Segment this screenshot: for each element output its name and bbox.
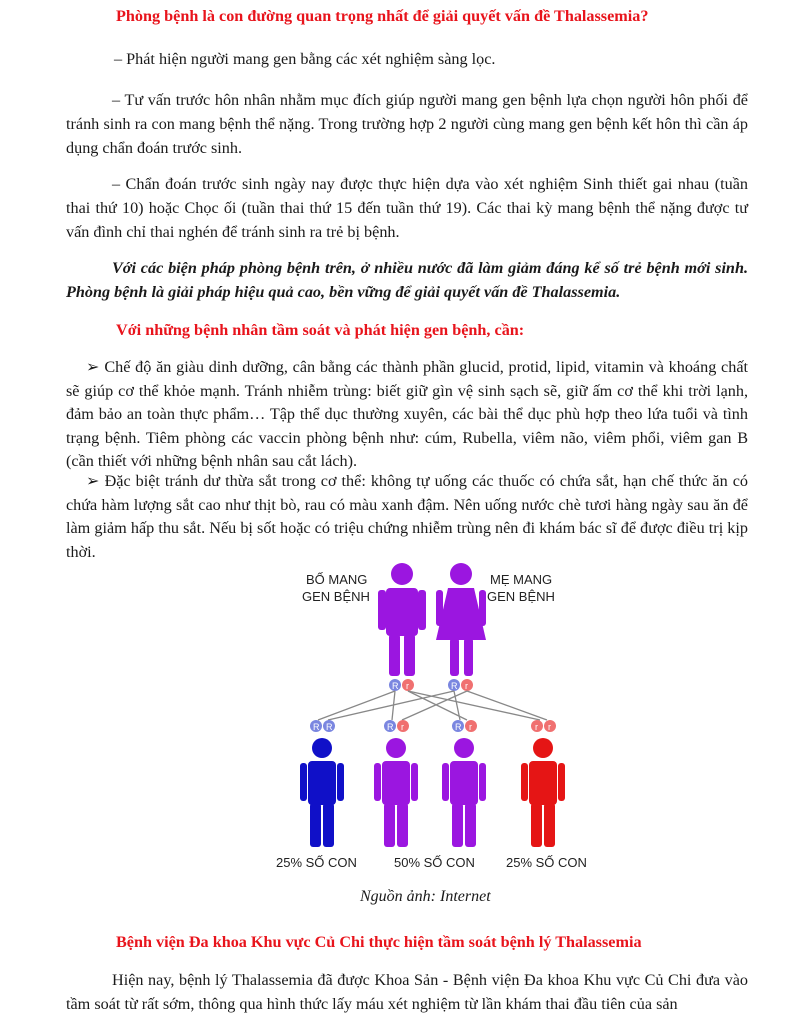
svg-text:R: R	[392, 681, 399, 691]
svg-text:R: R	[313, 722, 320, 732]
percent-left-label: 25% SỐ CON	[276, 855, 357, 870]
bullet-iron-text: Đặc biệt tránh dư thừa sắt trong cơ thể: không tự uống các thuốc có chứa sắt, hạn chế thức ăn có chứa hàm lượng sắt cao như thịt bò, rau có màu xanh đậm. Nên uống nước chè tươi hàng ngày sau ăn để làm giảm hấp thu sắt. Nếu bị sốt hoặc có triệu chứng nhiễm trùng nên đi khám bác sĩ để được điều trị kịp thời.	[66, 472, 748, 561]
mother-figure-icon	[436, 563, 486, 676]
percent-mid-label: 50% SỐ CON	[394, 855, 475, 870]
bullet-nutrition-text: Chế độ ăn giàu dinh dưỡng, cân bằng các thành phần glucid, protid, lipid, vitamin và khoáng chất sẽ giúp cơ thể khỏe mạnh. Tránh nhiễm trùng: biết giữ gìn vệ sinh sạch sẽ, giữ ấm cơ thể khi trời lạnh, đảm bảo an toàn thực phẩm… Tập thể dục thường xuyên, các bài thể dục phù hợp theo lứa tuổi và tình trạng bệnh. Tiêm phòng các vaccin phòng bệnh như: cúm, Rubella, viêm não, viêm phổi, viêm gan B (cần thiết với những bệnh nhân sau cắt lách).	[66, 358, 749, 471]
percent-right-label: 25% SỐ CON	[506, 855, 587, 870]
heading-hospital: Bệnh viện Đa khoa Khu vực Củ Chi thực hiện tầm soát bệnh lý Thalassemia	[116, 933, 642, 951]
child-alleles	[310, 720, 556, 732]
child-healthy-icon	[300, 738, 344, 847]
mother-label-line1: MẸ MANG	[490, 572, 553, 587]
svg-text:r: r	[406, 681, 409, 691]
svg-text:r: r	[401, 722, 404, 732]
bullet-arrow-icon: ➢	[86, 358, 100, 376]
bullet-arrow-icon: ➢	[86, 472, 100, 490]
father-label-line1: BỐ MANG	[306, 572, 368, 587]
mother-label-line2: GEN BỆNH	[487, 589, 555, 604]
closing-paragraph: Hiện nay, bệnh lý Thalassemia đã được Khoa Sản - Bệnh viện Đa khoa Khu vực Củ Chi đưa vào tầm soát từ rất sớm, thông qua hình thức lấy máu xét nghiệm từ lần khám thai đầu tiên của sản	[66, 971, 748, 1013]
svg-text:R: R	[451, 681, 458, 691]
item-screening: – Phát hiện người mang gen bằng các xét nghiệm sàng lọc.	[114, 50, 496, 68]
item-counseling: – Tư vấn trước hôn nhân nhằm mục đích giúp người mang gen bệnh lựa chọn người hôn phối để tránh sinh ra con mang bệnh thể nặng. Trong trường hợp 2 người cùng mang gen bệnh kết hôn thì cần áp dụng chẩn đoán trước sinh.	[66, 91, 748, 157]
father-label-line2: GEN BỆNH	[302, 589, 370, 604]
child-sick-icon	[521, 738, 565, 847]
svg-text:r: r	[469, 722, 472, 732]
svg-text:R: R	[387, 722, 394, 732]
child-carrier-2-icon	[442, 738, 486, 847]
inheritance-figure	[262, 560, 602, 880]
heading-patients: Với những bệnh nhân tầm soát và phát hiện gen bệnh, cần:	[116, 321, 525, 339]
emphasis-paragraph: Với các biện pháp phòng bệnh trên, ở nhiều nước đã làm giảm đáng kể số trẻ bệnh mới sinh. Phòng bệnh là giải pháp hiệu quả cao, bền vững để giải quyết vấn đề Thalassemia.	[66, 259, 748, 301]
svg-text:R: R	[326, 722, 333, 732]
mother-alleles	[448, 679, 473, 691]
item-prenatal-diagnosis: – Chẩn đoán trước sinh ngày nay được thực hiện dựa vào xét nghiệm Sinh thiết gai nhau (tuần thai thứ 10) hoặc Chọc ối (tuần thai thứ 15 đến tuần thứ 19). Các thai kỳ mang bệnh thể nặng được tư vấn đình chỉ thai nghén để tránh sinh ra trẻ bị bệnh.	[66, 175, 748, 241]
bullet-iron	[66, 470, 748, 564]
svg-text:R: R	[455, 722, 462, 732]
father-figure-icon	[378, 563, 426, 676]
svg-text:r: r	[465, 681, 468, 691]
figure-caption: Nguồn ảnh: Internet	[360, 888, 491, 905]
father-alleles	[389, 679, 414, 691]
bullet-nutrition	[66, 356, 748, 474]
heading-prevention: Phòng bệnh là con đường quan trọng nhất để giải quyết vấn đề Thalassemia?	[116, 7, 649, 25]
svg-text:r: r	[548, 722, 551, 732]
svg-text:r: r	[535, 722, 538, 732]
inheritance-lines	[318, 691, 547, 720]
child-carrier-1-icon	[374, 738, 418, 847]
